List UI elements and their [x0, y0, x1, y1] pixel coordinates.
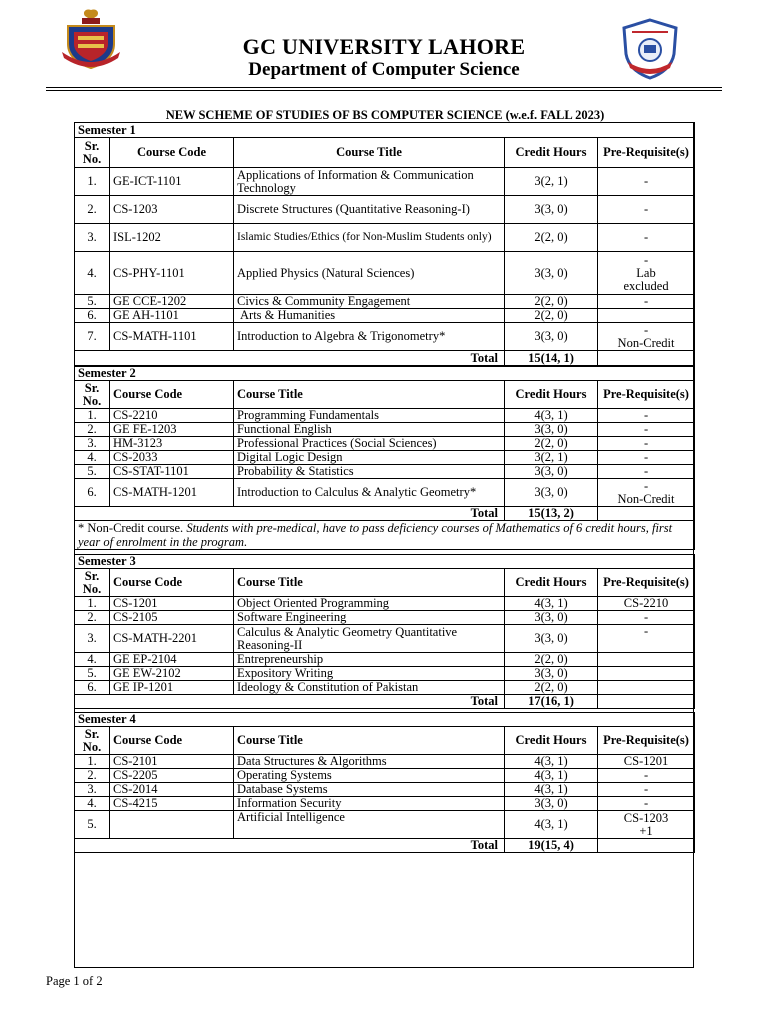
sr-cell: 6. [75, 309, 110, 323]
prereq-cell: - [598, 769, 695, 783]
total-row [75, 839, 695, 853]
header-rule-bottom [46, 90, 722, 91]
table-row [75, 437, 695, 451]
hours-cell: 3(3, 0) [505, 479, 598, 507]
sr-cell: 3. [75, 783, 110, 797]
total-value: 19(15, 4) [505, 839, 598, 853]
prereq-cell: CS-2210 [598, 597, 695, 611]
sr-cell: 3. [75, 625, 110, 653]
code-cell: CS-STAT-1101 [110, 465, 234, 479]
col-hours: Credit Hours [505, 569, 598, 597]
prereq-note: Non-Credit [617, 335, 675, 350]
code-cell: CS-2014 [110, 783, 234, 797]
note-lead: * Non-Credit course. [78, 521, 187, 535]
prereq-cell: - [598, 451, 695, 465]
col-hours: Credit Hours [505, 381, 598, 409]
hours-cell: 3(3, 0) [505, 252, 598, 295]
title-cell: Entrepreneurship [234, 653, 505, 667]
prereq-note: Lab [636, 265, 656, 280]
prereq-cell [598, 252, 695, 295]
hours-cell: 4(3, 1) [505, 409, 598, 423]
title-cell: Applied Physics (Natural Sciences) [234, 252, 505, 295]
empty-cell [598, 507, 695, 521]
hours-cell: 3(2, 1) [505, 168, 598, 196]
sr-cell: 4. [75, 451, 110, 465]
col-code: Course Code [110, 381, 234, 409]
title-cell: Professional Practices (Social Sciences) [234, 437, 505, 451]
code-cell: GE FE-1203 [110, 423, 234, 437]
code-cell: CS-2105 [110, 611, 234, 625]
code-cell: CS-MATH-1101 [110, 323, 234, 351]
code-cell: CS-2101 [110, 755, 234, 769]
table-row [75, 479, 695, 507]
col-sr: Sr. No. [75, 569, 110, 597]
col-title: Course Title [234, 138, 505, 168]
col-code: Course Code [110, 727, 234, 755]
prereq-cell: - [598, 423, 695, 437]
semester-4-table [74, 712, 695, 853]
semester-label: Semester 2 [75, 367, 695, 381]
prereq-dash: - [643, 478, 649, 493]
prereq-cell: - [598, 611, 695, 625]
code-cell: GE AH-1101 [110, 309, 234, 323]
code-cell: GE-ICT-1101 [110, 168, 234, 196]
sr-cell: 5. [75, 667, 110, 681]
prereq-cell: - [598, 409, 695, 423]
sr-cell: 2. [75, 769, 110, 783]
total-label: Total [75, 351, 505, 366]
col-hours: Credit Hours [505, 727, 598, 755]
total-row [75, 507, 695, 521]
prereq-note: excluded [623, 278, 669, 293]
title-cell: Information Security [234, 797, 505, 811]
semester-label: Semester 4 [75, 713, 695, 727]
empty-cell [598, 695, 695, 709]
table-row [75, 653, 695, 667]
table-row [75, 783, 695, 797]
letterhead [0, 0, 768, 100]
hours-cell: 3(3, 0) [505, 323, 598, 351]
sr-cell: 5. [75, 811, 110, 839]
table-row [75, 451, 695, 465]
col-sr: Sr. No. [75, 138, 110, 168]
hours-cell: 4(3, 1) [505, 811, 598, 839]
page-number: Page 1 of 2 [46, 974, 103, 988]
prereq-cell [598, 681, 695, 695]
department-name: Department of Computer Science [248, 59, 520, 80]
col-prereq: Pre-Requisite(s) [598, 381, 695, 409]
table-row [75, 625, 695, 653]
sr-cell: 3. [75, 437, 110, 451]
table-row [75, 196, 695, 224]
prereq-code: CS-1203 [623, 810, 669, 825]
table-row [75, 797, 695, 811]
code-cell: CS-MATH-1201 [110, 479, 234, 507]
table-row [75, 423, 695, 437]
sr-cell: 4. [75, 653, 110, 667]
empty-cell [598, 351, 695, 366]
hours-cell: 4(3, 1) [505, 769, 598, 783]
title-cell: Operating Systems [234, 769, 505, 783]
total-label: Total [75, 695, 505, 709]
prereq-cell: - [598, 783, 695, 797]
col-code: Course Code [110, 138, 234, 168]
sr-cell: 1. [75, 168, 110, 196]
header-rule-top [46, 87, 722, 88]
prereq-cell [598, 653, 695, 667]
table-row [75, 224, 695, 252]
sr-cell: 5. [75, 465, 110, 479]
hours-cell: 3(3, 0) [505, 465, 598, 479]
title-cell: Object Oriented Programming [234, 597, 505, 611]
total-label: Total [75, 507, 505, 521]
sr-cell: 6. [75, 479, 110, 507]
semester-3-table [74, 554, 695, 709]
prereq-note: +1 [639, 823, 653, 838]
code-cell: HM-3123 [110, 437, 234, 451]
note-italic: Students with pre-medical, have to pass deficiency courses of Mathematics of 6 credit hours, first year of enrolment in the program. [78, 521, 673, 549]
table-row [75, 667, 695, 681]
col-sr: Sr. No. [75, 727, 110, 755]
total-label: Total [75, 839, 505, 853]
sr-cell: 4. [75, 252, 110, 295]
total-row [75, 351, 695, 366]
col-prereq: Pre-Requisite(s) [598, 138, 695, 168]
semester-1-table [74, 122, 695, 366]
table-row [75, 409, 695, 423]
prereq-cell: - [598, 168, 695, 196]
code-cell: CS-2205 [110, 769, 234, 783]
code-cell: CS-2210 [110, 409, 234, 423]
semester-label: Semester 1 [75, 123, 695, 138]
code-cell: GE EW-2102 [110, 667, 234, 681]
hours-cell: 4(3, 1) [505, 755, 598, 769]
col-prereq: Pre-Requisite(s) [598, 569, 695, 597]
title-cell: Discrete Structures (Quantitative Reasoning-I) [234, 196, 505, 224]
hours-cell: 4(3, 1) [505, 597, 598, 611]
non-credit-note [75, 521, 695, 550]
hours-cell: 2(2, 0) [505, 224, 598, 252]
prereq-cell: - [598, 437, 695, 451]
title-cell: Database Systems [234, 783, 505, 797]
prereq-dash: - [643, 322, 649, 337]
hours-cell: 2(2, 0) [505, 309, 598, 323]
table-row [75, 681, 695, 695]
code-cell: CS-1201 [110, 597, 234, 611]
sr-cell: 4. [75, 797, 110, 811]
prereq-cell [598, 811, 695, 839]
sr-cell: 6. [75, 681, 110, 695]
prereq-note: Non-Credit [617, 491, 675, 506]
code-cell [110, 811, 234, 839]
title-cell: Artificial Intelligence [234, 811, 505, 839]
semester-label: Semester 3 [75, 555, 695, 569]
code-cell: CS-1203 [110, 196, 234, 224]
table-row [75, 611, 695, 625]
col-title: Course Title [234, 569, 505, 597]
title-cell: Arts & Humanities [234, 309, 505, 323]
sr-cell: 1. [75, 597, 110, 611]
department-logo [620, 18, 680, 80]
hours-cell: 2(2, 0) [505, 653, 598, 667]
hours-cell: 3(3, 0) [505, 797, 598, 811]
hours-cell: 4(3, 1) [505, 783, 598, 797]
prereq-cell: - [598, 196, 695, 224]
hours-cell: 3(2, 1) [505, 451, 598, 465]
title-cell: Introduction to Calculus & Analytic Geometry* [234, 479, 505, 507]
code-cell: GE CCE-1202 [110, 295, 234, 309]
scheme-title: NEW SCHEME OF STUDIES OF BS COMPUTER SCIENCE (w.e.f. FALL 2023) [165, 108, 605, 122]
code-cell: CS-4215 [110, 797, 234, 811]
note-text [75, 521, 695, 550]
table-row [75, 309, 695, 323]
title-cell: Introduction to Algebra & Trigonometry* [234, 323, 505, 351]
col-title: Course Title [234, 727, 505, 755]
prereq-cell: - [598, 465, 695, 479]
table-row [75, 597, 695, 611]
hours-cell: 3(3, 0) [505, 611, 598, 625]
title-cell: Ideology & Constitution of Pakistan [234, 681, 505, 695]
code-cell: GE EP-2104 [110, 653, 234, 667]
prereq-cell [598, 323, 695, 351]
hours-cell: 3(3, 0) [505, 423, 598, 437]
col-code: Course Code [110, 569, 234, 597]
prereq-dash: - [643, 252, 649, 267]
title-cell: Probability & Statistics [234, 465, 505, 479]
hours-cell: 2(2, 0) [505, 295, 598, 309]
prereq-cell [598, 479, 695, 507]
hours-cell: 3(3, 0) [505, 625, 598, 653]
title-cell: Calculus & Analytic Geometry Quantitative Reasoning-II [234, 625, 505, 653]
prereq-cell [598, 667, 695, 681]
title-cell: Software Engineering [234, 611, 505, 625]
total-value: 15(13, 2) [505, 507, 598, 521]
hours-cell: 2(2, 0) [505, 681, 598, 695]
sr-cell: 3. [75, 224, 110, 252]
code-cell: CS-PHY-1101 [110, 252, 234, 295]
empty-cell [598, 839, 695, 853]
table-row [75, 769, 695, 783]
table-row [75, 755, 695, 769]
prereq-cell: - [598, 295, 695, 309]
total-value: 17(16, 1) [505, 695, 598, 709]
sr-cell: 5. [75, 295, 110, 309]
title-cell: Civics & Community Engagement [234, 295, 505, 309]
hours-cell: 2(2, 0) [505, 437, 598, 451]
sr-cell: 7. [75, 323, 110, 351]
code-cell: CS-2033 [110, 451, 234, 465]
table-row [75, 252, 695, 295]
col-sr: Sr. No. [75, 381, 110, 409]
title-cell: Data Structures & Algorithms [234, 755, 505, 769]
col-hours: Credit Hours [505, 138, 598, 168]
col-prereq: Pre-Requisite(s) [598, 727, 695, 755]
prereq-cell: CS-1201 [598, 755, 695, 769]
sr-cell: 2. [75, 611, 110, 625]
sr-cell: 1. [75, 755, 110, 769]
semester-2-table [74, 366, 695, 550]
sr-cell: 2. [75, 196, 110, 224]
prereq-cell: - [598, 797, 695, 811]
code-cell: GE IP-1201 [110, 681, 234, 695]
prereq-cell [598, 309, 695, 323]
title-cell: Islamic Studies/Ethics (for Non-Muslim Students only) [234, 224, 505, 252]
sr-cell: 1. [75, 409, 110, 423]
hours-cell: 3(3, 0) [505, 667, 598, 681]
code-cell: CS-MATH-2201 [110, 625, 234, 653]
title-cell: Programming Fundamentals [234, 409, 505, 423]
hours-cell: 3(3, 0) [505, 196, 598, 224]
prereq-cell: - [598, 224, 695, 252]
title-cell: Functional English [234, 423, 505, 437]
prereq-cell: - [598, 625, 695, 653]
title-cell: Digital Logic Design [234, 451, 505, 465]
total-value: 15(14, 1) [505, 351, 598, 366]
table-row [75, 168, 695, 196]
col-title: Course Title [234, 381, 505, 409]
sr-cell: 2. [75, 423, 110, 437]
table-row [75, 465, 695, 479]
table-row [75, 295, 695, 309]
university-name: GC UNIVERSITY LAHORE [242, 34, 526, 59]
title-cell: Applications of Information & Communication Technology [234, 168, 505, 196]
title-cell: Expository Writing [234, 667, 505, 681]
table-row [75, 811, 695, 839]
code-cell: ISL-1202 [110, 224, 234, 252]
total-row [75, 695, 695, 709]
table-row [75, 323, 695, 351]
